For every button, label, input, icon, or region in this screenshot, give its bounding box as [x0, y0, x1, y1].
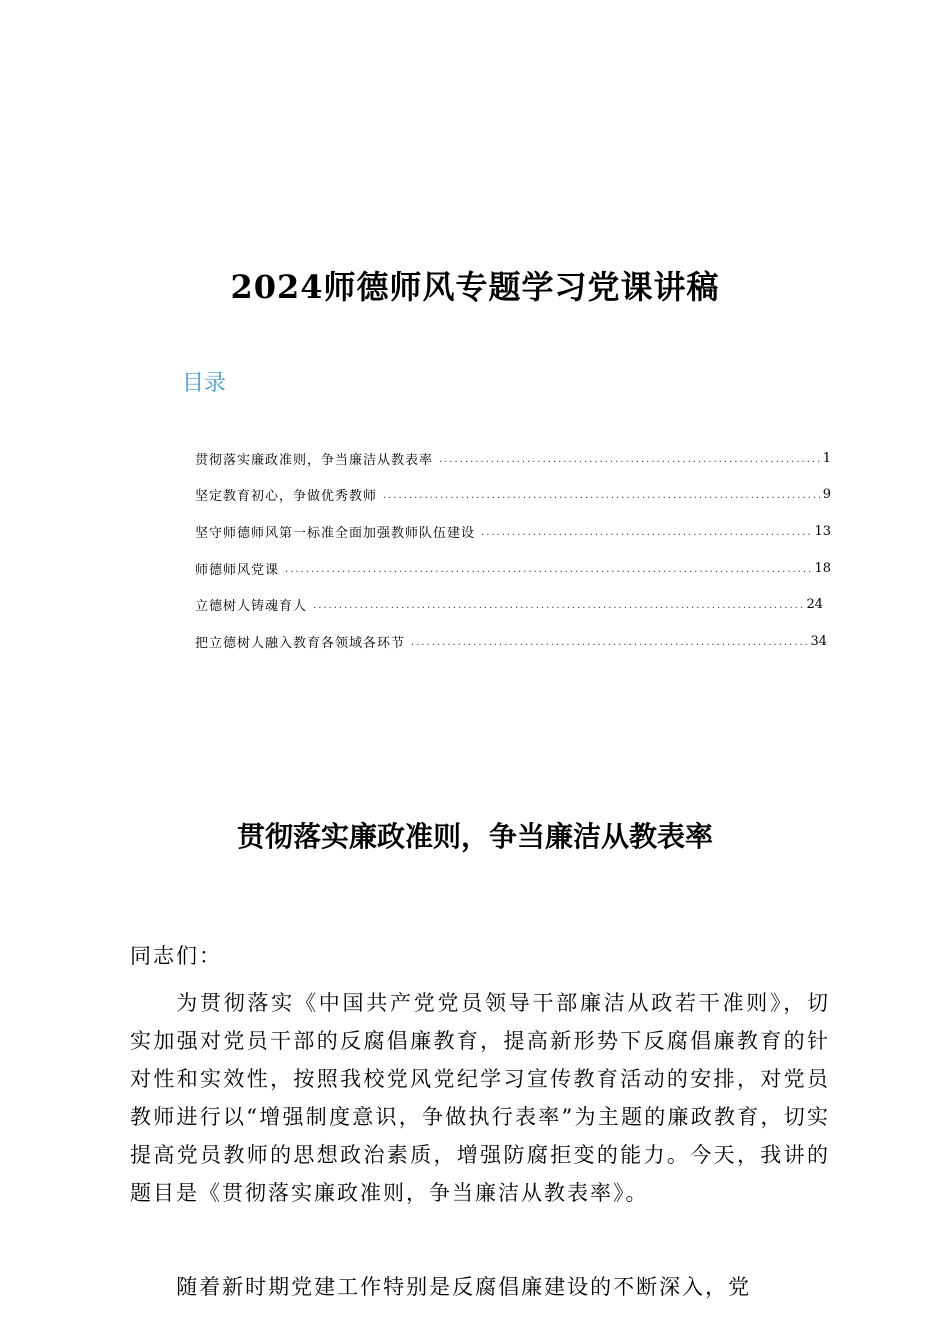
toc-entry[interactable]: [195, 520, 831, 542]
body-paragraph: 为贯彻落实《中国共产党党员领导干部廉洁从政若干准则》，切实加强对党员干部的反腐倡廉教育，提高新形势下反腐倡廉教育的针对性和实效性，按照我校党风党纪学习宣传教育活动的安排，对党员教师进行以“增强制度意识，争做执行表率”为主题的廉政教育，切实提高党员教师的思想政治素质，增强防腐拒变的能力。今天，我讲的题目是《贯彻落实廉政准则，争当廉洁从教表率》。: [130, 991, 830, 1205]
toc-entry-page: 9: [822, 486, 831, 502]
toc-dot-leader: [481, 527, 811, 542]
toc-entry[interactable]: [195, 447, 831, 469]
toc-entry-title: 立德树人铸魂育人: [195, 598, 308, 614]
body-paragraph: 随着新时期党建工作特别是反腐倡廉建设的不断深入，党: [176, 1275, 752, 1299]
section-title: 贯彻落实廉政准则，争当廉洁从教表率: [236, 820, 713, 853]
toc-entry[interactable]: [195, 483, 831, 505]
toc-entry-page: 24: [806, 596, 823, 612]
toc-dot-leader: [411, 637, 807, 652]
toc-entry[interactable]: [195, 593, 823, 615]
toc-entry-title: 师德师风党课: [195, 562, 280, 578]
toc-entry-title: 贯彻落实廉政准则，争当廉洁从教表率: [195, 452, 434, 468]
toc-dot-leader: [439, 454, 820, 469]
toc-entry-page: 1: [822, 450, 831, 466]
toc-dot-leader: [285, 564, 811, 579]
toc-entry[interactable]: [195, 630, 827, 652]
document-title: 2024师德师风专题学习党课讲稿: [230, 268, 720, 306]
toc-entry-title: 坚守师德师风第一标准全面加强教师队伍建设: [195, 525, 476, 541]
toc-entry-page: 34: [810, 633, 827, 649]
toc-dot-leader: [313, 600, 803, 615]
toc-entry-title: 坚定教育初心，争做优秀教师: [195, 488, 378, 504]
toc-dot-leader: [383, 490, 820, 505]
toc-entry[interactable]: [195, 557, 831, 579]
toc-entry-title: 把立德树人融入教育各领域各环节: [195, 635, 406, 651]
salutation: 同志们：: [130, 944, 222, 968]
toc-heading: 目录: [182, 371, 227, 396]
toc-entry-page: 18: [814, 560, 831, 576]
toc-entry-page: 13: [814, 523, 831, 539]
